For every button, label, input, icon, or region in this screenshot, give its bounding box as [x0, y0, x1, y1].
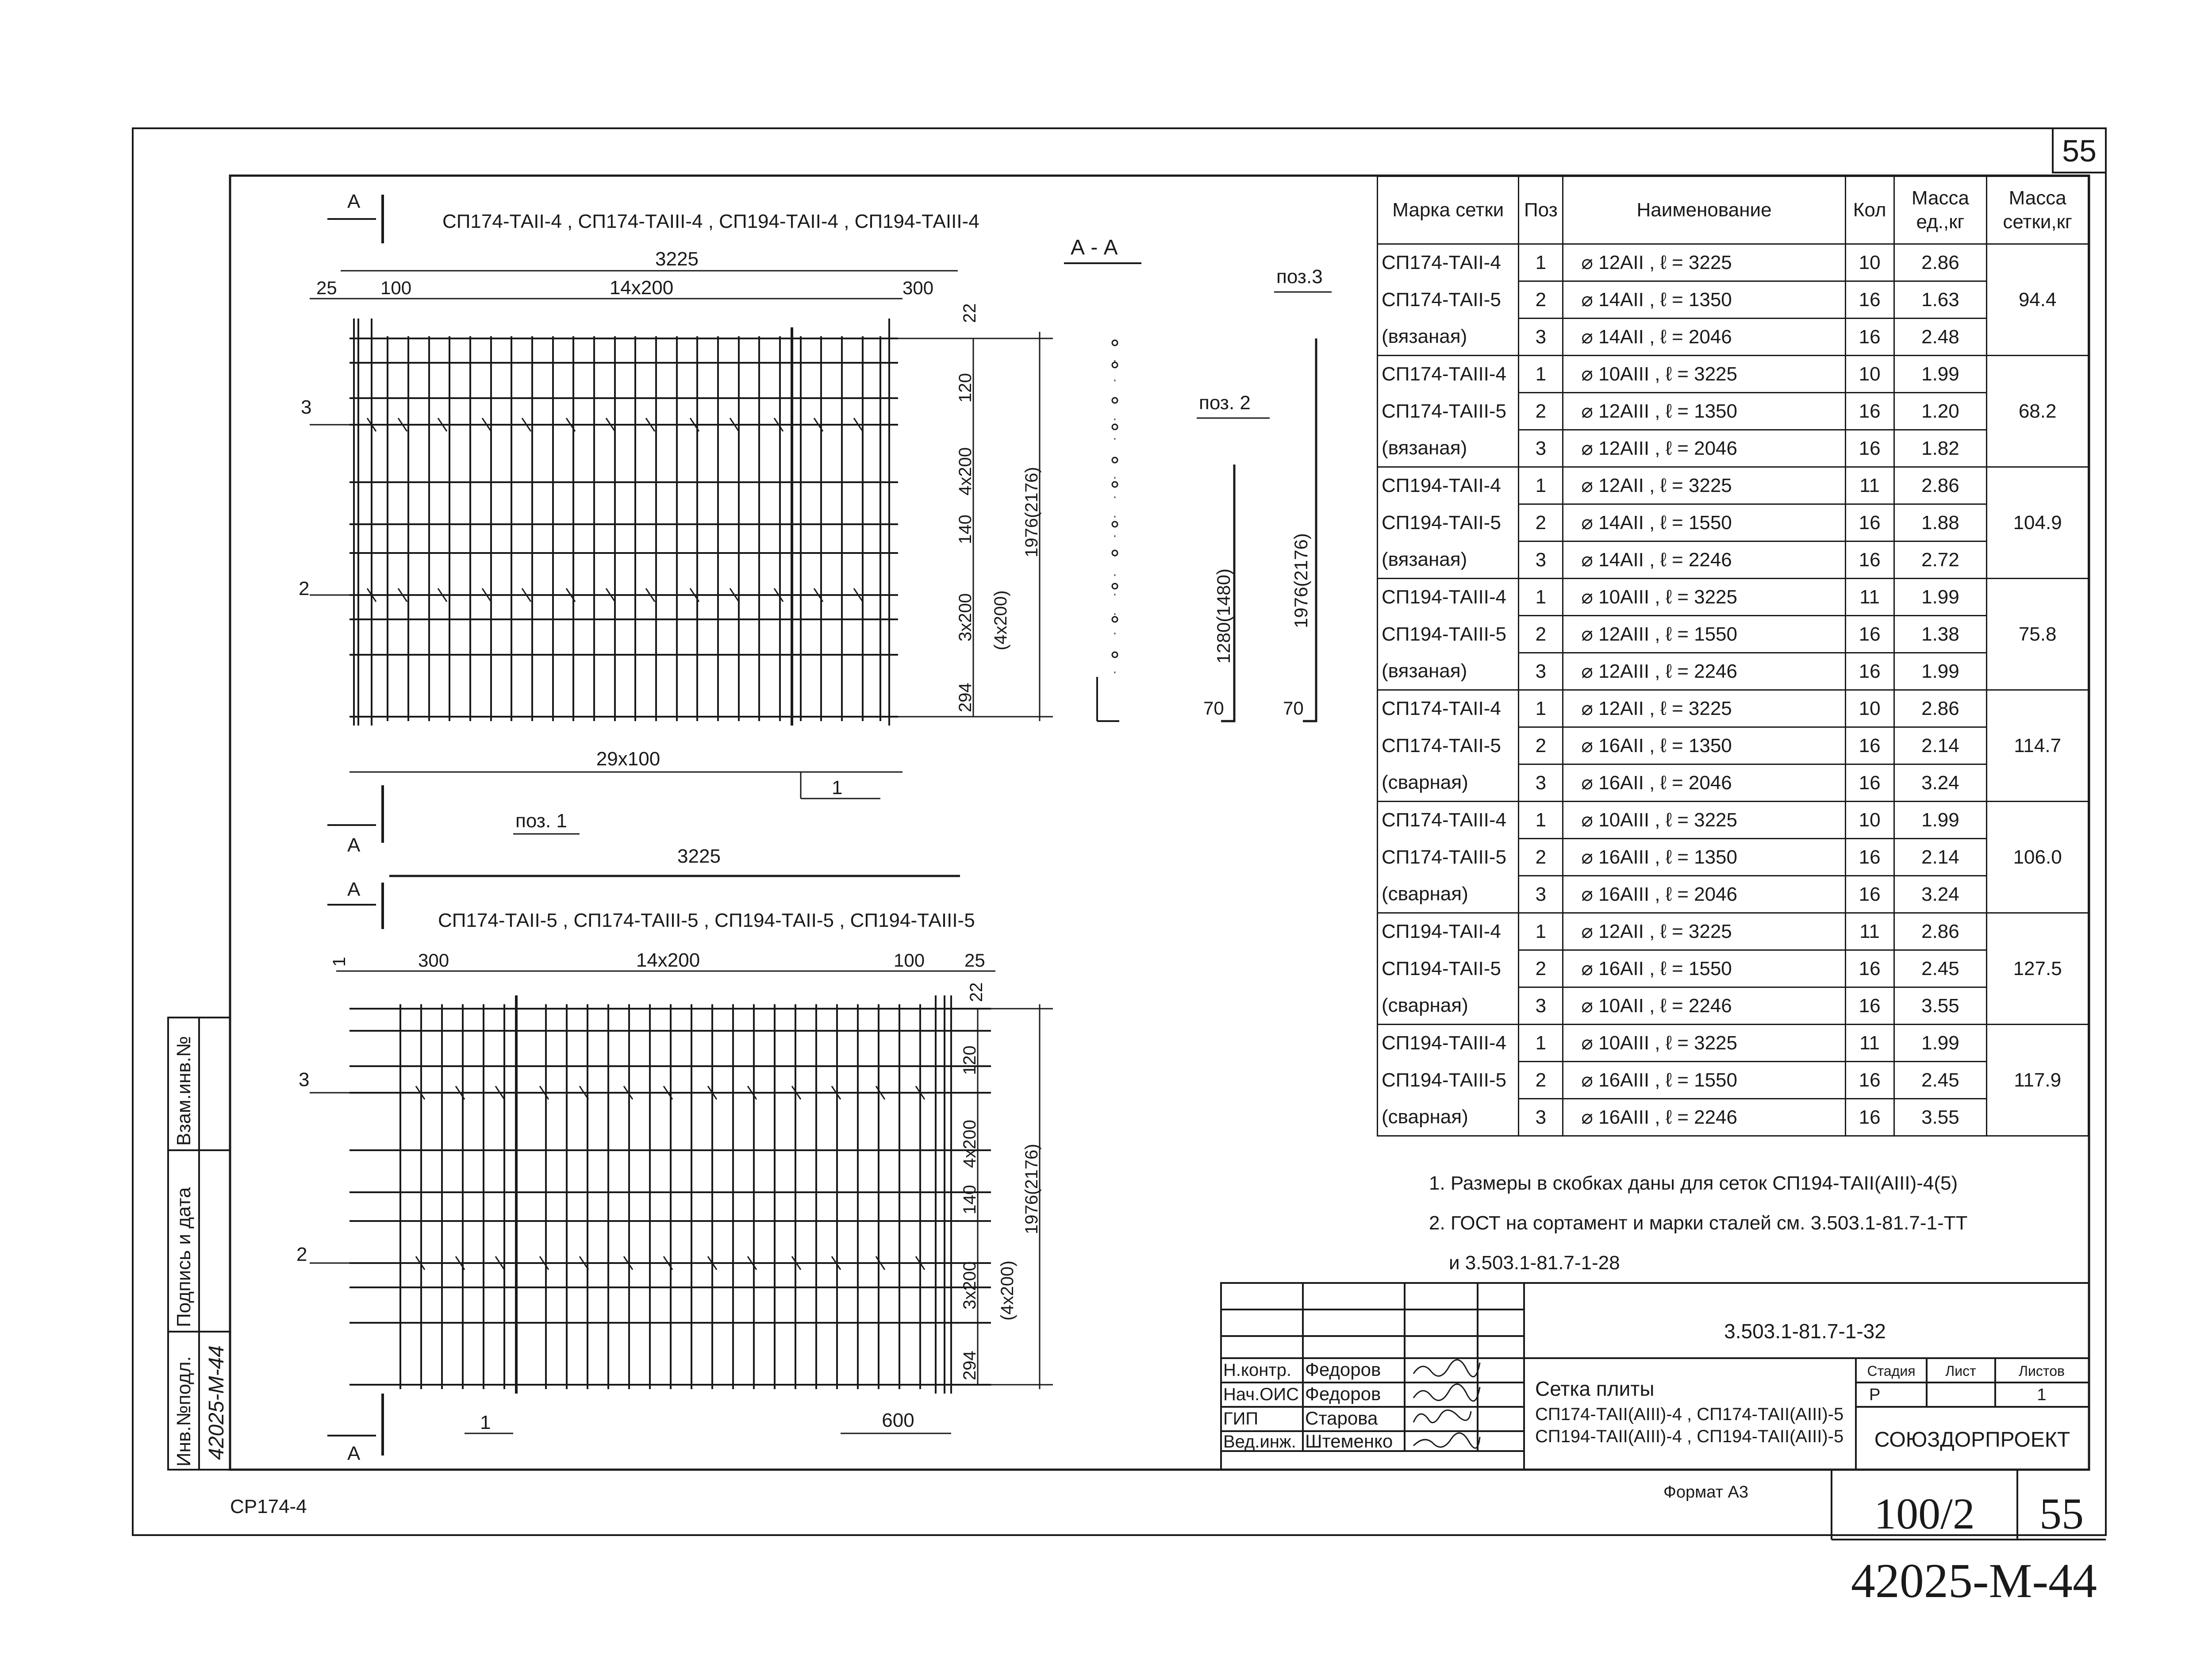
tb-stage: Р [1869, 1386, 1881, 1404]
unit-mass: 1.99 [1894, 579, 1987, 616]
mesh-mark: СП174-ТАII-4 [1378, 244, 1519, 281]
item-name: ⌀ 16АIII , ℓ = 1350 [1563, 839, 1845, 876]
bottom-dim-140: 140 [960, 1185, 979, 1214]
mesh-mark: СП194-ТАII-4 [1378, 913, 1519, 950]
tb-name-1: Федоров [1305, 1359, 1381, 1380]
inventory-code: 42025-М-44 [1851, 1554, 2097, 1608]
top-pos-3: 3 [301, 396, 312, 418]
item-name: ⌀ 14АII , ℓ = 2046 [1563, 319, 1845, 356]
table-row [1378, 541, 2089, 579]
tb-sheets: 1 [2037, 1386, 2047, 1404]
table-row [1378, 950, 2089, 987]
position: 3 [1519, 319, 1563, 356]
tb-title-line-2: СП174-ТАII(АIII)-4 , СП174-ТАII(АIII)-5 [1535, 1405, 1844, 1424]
unit-mass: 1.88 [1894, 504, 1987, 541]
top-dim-3x200: 3x200 [956, 593, 975, 641]
tb-role-4: Вед.инж. [1223, 1432, 1296, 1452]
tb-organization: СОЮЗДОРПРОЕКТ [1874, 1428, 2070, 1452]
table-row [1378, 319, 2089, 356]
album-code: 100/2 [1874, 1489, 1975, 1538]
quantity: 16 [1845, 430, 1894, 467]
table-row [1378, 690, 2089, 727]
header-mesh-mass: Масса сетки,кг [1987, 177, 2089, 244]
position: 2 [1519, 839, 1563, 876]
pos2-tail: 70 [1203, 698, 1224, 718]
position: 3 [1519, 430, 1563, 467]
unit-mass: 2.72 [1894, 541, 1987, 579]
table-row [1378, 1062, 2089, 1099]
table-row [1378, 987, 2089, 1025]
pos2-label: поз. 2 [1199, 392, 1251, 414]
bottom-transverse-bars [400, 995, 951, 1394]
unit-mass: 1.63 [1894, 281, 1987, 319]
album-sheet: 55 [2039, 1489, 2084, 1538]
item-name: ⌀ 14АII , ℓ = 1550 [1563, 504, 1845, 541]
position: 3 [1519, 1099, 1563, 1136]
top-dim-4x200: 4x200 [956, 447, 975, 495]
quantity: 16 [1845, 1099, 1894, 1136]
bottom-pos-3: 3 [299, 1069, 310, 1091]
table-row [1378, 244, 2089, 281]
position: 1 [1519, 802, 1563, 839]
mesh-mass: 68.2 [1987, 356, 2089, 467]
item-name: ⌀ 10АIII , ℓ = 3225 [1563, 1025, 1845, 1062]
dim-22: 22 [960, 303, 979, 323]
top-dim-294: 294 [956, 683, 975, 712]
table-row [1378, 504, 2089, 541]
mesh-mark: (сварная) [1378, 764, 1519, 802]
item-name: ⌀ 12АII , ℓ = 3225 [1563, 467, 1845, 504]
unit-mass: 2.14 [1894, 727, 1987, 764]
table-row [1378, 1099, 2089, 1136]
sheet-format: Формат А3 [1663, 1483, 1749, 1502]
top-dim-1976: 1976(2176) [1022, 467, 1041, 557]
signatures [1413, 1360, 1480, 1448]
top-dim-4x200-alt: (4x200) [991, 590, 1010, 650]
position: 3 [1519, 541, 1563, 579]
position: 3 [1519, 653, 1563, 690]
side-stamp-signature-date: Подпись и дата [173, 1187, 195, 1327]
top-mesh [299, 191, 1332, 876]
table-row [1378, 393, 2089, 430]
item-name: ⌀ 10АII , ℓ = 2246 [1563, 987, 1845, 1025]
position: 2 [1519, 393, 1563, 430]
unit-mass: 3.24 [1894, 876, 1987, 913]
quantity: 11 [1845, 579, 1894, 616]
note-2: 2. ГОСТ на сортамент и марки сталей см. 3.503.1-81.7-1-ТТ [1429, 1212, 1968, 1234]
tb-title-line-3: СП194-ТАII(АIII)-4 , СП194-ТАII(АIII)-5 [1535, 1427, 1844, 1446]
unit-mass: 2.86 [1894, 467, 1987, 504]
tb-sheet-header: Лист [1945, 1363, 1976, 1379]
item-name: ⌀ 16АII , ℓ = 1550 [1563, 950, 1845, 987]
item-name: ⌀ 10АIII , ℓ = 3225 [1563, 356, 1845, 393]
item-name: ⌀ 12АII , ℓ = 3225 [1563, 913, 1845, 950]
dim-25: 25 [316, 277, 337, 298]
unit-mass: 1.99 [1894, 1025, 1987, 1062]
side-stamp-replaced-inv: Взам.инв.№ [173, 1036, 195, 1146]
top-dim-29x100: 29x100 [596, 748, 661, 770]
table-row [1378, 579, 2089, 616]
position: 2 [1519, 504, 1563, 541]
mesh-mark: (вязаная) [1378, 541, 1519, 579]
corner-number: 55 [2062, 134, 2097, 168]
header-qty: Кол [1845, 177, 1894, 244]
tb-name-2: Федоров [1305, 1383, 1381, 1404]
dim-100: 100 [380, 277, 412, 298]
unit-mass: 2.45 [1894, 950, 1987, 987]
quantity: 16 [1845, 987, 1894, 1025]
quantity: 11 [1845, 1025, 1894, 1062]
quantity: 10 [1845, 690, 1894, 727]
bottom-dim-294: 294 [960, 1351, 979, 1380]
mesh-mark: СП194-ТАII-4 [1378, 467, 1519, 504]
top-dims-row [310, 277, 979, 323]
quantity: 16 [1845, 1062, 1894, 1099]
pos1-label: поз. 1 [515, 810, 567, 832]
bottom-top-dims [330, 949, 995, 1002]
mesh-mark: (вязаная) [1378, 319, 1519, 356]
unit-mass: 3.24 [1894, 764, 1987, 802]
tb-role-2: Нач.ОИС [1223, 1385, 1299, 1404]
tb-doc-code: 3.503.1-81.7-1-32 [1724, 1320, 1886, 1343]
sheet-left-label: СР174-4 [230, 1496, 307, 1517]
unit-mass: 3.55 [1894, 987, 1987, 1025]
unit-mass: 2.48 [1894, 319, 1987, 356]
mesh-mark: СП194-ТАIII-4 [1378, 1025, 1519, 1062]
note-3: и 3.503.1-81.7-1-28 [1449, 1252, 1620, 1274]
pos3-tail: 70 [1283, 698, 1304, 718]
quantity: 16 [1845, 319, 1894, 356]
top-mesh-title: СП174-ТАII-4 , СП174-ТАIII-4 , СП194-ТАII-4 , СП194-ТАIII-4 [442, 211, 979, 232]
item-name: ⌀ 12АII , ℓ = 3225 [1563, 690, 1845, 727]
dim-300: 300 [902, 277, 934, 298]
table-row [1378, 653, 2089, 690]
bottom-right-dims [978, 1004, 1053, 1389]
section-label: А - А [1071, 236, 1118, 259]
quantity: 16 [1845, 281, 1894, 319]
position: 3 [1519, 876, 1563, 913]
pos2-length: 1280(1480) [1213, 568, 1234, 664]
tb-sheets-header: Листов [2019, 1363, 2065, 1379]
unit-mass: 3.55 [1894, 1099, 1987, 1136]
header-pos: Поз [1519, 177, 1563, 244]
bottom-mesh [296, 879, 1053, 1464]
item-name: ⌀ 10АIII , ℓ = 3225 [1563, 579, 1845, 616]
specification-table [1377, 176, 2089, 1137]
table-row [1378, 1025, 2089, 1062]
unit-mass: 1.38 [1894, 616, 1987, 653]
quantity: 10 [1845, 356, 1894, 393]
item-name: ⌀ 16АIII , ℓ = 2246 [1563, 1099, 1845, 1136]
unit-mass: 1.99 [1894, 653, 1987, 690]
item-name: ⌀ 12АIII , ℓ = 1350 [1563, 393, 1845, 430]
bottom-dim-1-lower: 1 [480, 1412, 491, 1433]
item-name: ⌀ 14АII , ℓ = 2246 [1563, 541, 1845, 579]
position: 2 [1519, 727, 1563, 764]
bottom-dim-600: 600 [882, 1409, 914, 1431]
mesh-mark: СП194-ТАIII-4 [1378, 579, 1519, 616]
pos3-length: 1976(2176) [1290, 533, 1311, 628]
section-dots [1112, 340, 1118, 677]
table-row [1378, 839, 2089, 876]
quantity: 16 [1845, 653, 1894, 690]
position: 2 [1519, 281, 1563, 319]
position: 1 [1519, 244, 1563, 281]
mesh-mark: (вязаная) [1378, 430, 1519, 467]
mesh-mark: (вязаная) [1378, 653, 1519, 690]
mesh-mark: СП174-ТАII-5 [1378, 281, 1519, 319]
unit-mass: 1.99 [1894, 356, 1987, 393]
mesh-mark: СП174-ТАII-4 [1378, 690, 1519, 727]
position: 1 [1519, 356, 1563, 393]
table-row [1378, 802, 2089, 839]
bottom-dim-1976: 1976(2176) [1022, 1144, 1041, 1234]
top-dim-140: 140 [956, 515, 975, 544]
quantity: 16 [1845, 616, 1894, 653]
tb-name-3: Старова [1305, 1408, 1378, 1429]
mesh-mark: (сварная) [1378, 1099, 1519, 1136]
item-name: ⌀ 12АIII , ℓ = 2046 [1563, 430, 1845, 467]
table-row [1378, 764, 2089, 802]
item-name: ⌀ 16АIII , ℓ = 1550 [1563, 1062, 1845, 1099]
bottom-cut-mark-lower: А [347, 1443, 361, 1464]
bottom-dim-14x200: 14x200 [636, 949, 700, 971]
quantity: 16 [1845, 950, 1894, 987]
quantity: 11 [1845, 467, 1894, 504]
table-row [1378, 467, 2089, 504]
item-name: ⌀ 12АII , ℓ = 3225 [1563, 244, 1845, 281]
unit-mass: 2.45 [1894, 1062, 1987, 1099]
position: 1 [1519, 1025, 1563, 1062]
item-name: ⌀ 10АIII , ℓ = 3225 [1563, 802, 1845, 839]
mesh-mark: СП174-ТАIII-4 [1378, 802, 1519, 839]
item-name: ⌀ 16АII , ℓ = 1350 [1563, 727, 1845, 764]
side-stamp-handwritten: 42025-М-44 [205, 1345, 228, 1460]
bottom-cut-mark-upper: А [347, 879, 361, 900]
table-row [1378, 913, 2089, 950]
quantity: 16 [1845, 839, 1894, 876]
unit-mass: 1.82 [1894, 430, 1987, 467]
dim-14x200: 14x200 [609, 277, 674, 299]
note-1: 1. Размеры в скобках даны для сеток СП194-ТАII(АIII)-4(5) [1429, 1172, 1958, 1194]
bottom-dim-4x200-alt: (4x200) [998, 1260, 1017, 1321]
header-name: Наименование [1563, 177, 1845, 244]
mesh-mark: СП194-ТАIII-5 [1378, 1062, 1519, 1099]
mesh-mark: СП174-ТАIII-5 [1378, 393, 1519, 430]
position: 1 [1519, 467, 1563, 504]
quantity: 16 [1845, 876, 1894, 913]
pos3-label: поз.3 [1276, 266, 1323, 288]
mesh-mark: СП174-ТАII-5 [1378, 727, 1519, 764]
tb-role-3: ГИП [1223, 1409, 1259, 1429]
bottom-pos-2: 2 [296, 1244, 307, 1265]
tb-role-1: Н.контр. [1223, 1360, 1291, 1380]
bottom-mesh-title: СП174-ТАII-5 , СП174-ТАIII-5 , СП194-ТАII-5 , СП194-ТАIII-5 [438, 910, 975, 931]
quantity: 16 [1845, 541, 1894, 579]
mesh-mass: 114.7 [1987, 690, 2089, 802]
item-name: ⌀ 16АIII , ℓ = 2046 [1563, 876, 1845, 913]
mesh-mark: СП174-ТАIII-5 [1378, 839, 1519, 876]
quantity: 16 [1845, 504, 1894, 541]
notes [1429, 1164, 1967, 1283]
item-name: ⌀ 12АIII , ℓ = 1550 [1563, 616, 1845, 653]
quantity: 10 [1845, 244, 1894, 281]
quantity: 16 [1845, 764, 1894, 802]
tb-name-4: Штеменко [1305, 1431, 1393, 1452]
mesh-mark: СП194-ТАII-5 [1378, 950, 1519, 987]
top-pos-2: 2 [299, 578, 310, 599]
quantity: 10 [1845, 802, 1894, 839]
tb-title-line-1: Сетка плиты [1535, 1377, 1655, 1400]
quantity: 11 [1845, 913, 1894, 950]
top-longitudinal-bars [349, 338, 898, 717]
table-row [1378, 281, 2089, 319]
position: 2 [1519, 950, 1563, 987]
unit-mass: 1.99 [1894, 802, 1987, 839]
mesh-mark: СП194-ТАIII-5 [1378, 616, 1519, 653]
position: 3 [1519, 764, 1563, 802]
table-row [1378, 727, 2089, 764]
header-unit-mass: Масса ед.,кг [1894, 177, 1987, 244]
top-overall-dim: 3225 [655, 248, 699, 270]
top-dim-1: 1 [832, 777, 843, 799]
quantity: 16 [1845, 393, 1894, 430]
position: 1 [1519, 913, 1563, 950]
bottom-dim-3x200: 3x200 [960, 1261, 979, 1310]
mesh-mark: (сварная) [1378, 876, 1519, 913]
bottom-dim-4x200: 4x200 [960, 1120, 979, 1168]
table-row [1378, 430, 2089, 467]
unit-mass: 2.86 [1894, 690, 1987, 727]
mesh-mass: 106.0 [1987, 802, 2089, 913]
table-row [1378, 616, 2089, 653]
mesh-mark: СП194-ТАII-5 [1378, 504, 1519, 541]
top-cut-mark-lower: А [347, 834, 361, 856]
mesh-mass: 104.9 [1987, 467, 2089, 579]
top-cut-mark-upper: А [347, 191, 361, 212]
position: 1 [1519, 579, 1563, 616]
bottom-dim-100: 100 [894, 950, 925, 971]
unit-mass: 1.20 [1894, 393, 1987, 430]
quantity: 16 [1845, 727, 1894, 764]
mesh-mass: 94.4 [1987, 244, 2089, 356]
header-mark: Марка сетки [1378, 177, 1519, 244]
top-dim-120: 120 [956, 373, 975, 403]
tb-stage-header: Стадия [1867, 1363, 1916, 1379]
top-transverse-bars [354, 319, 889, 726]
item-name: ⌀ 16АII , ℓ = 2046 [1563, 764, 1845, 802]
position: 2 [1519, 616, 1563, 653]
position: 2 [1519, 1062, 1563, 1099]
mesh-mark: (сварная) [1378, 987, 1519, 1025]
pos1-length: 3225 [677, 845, 721, 867]
bottom-dim-22: 22 [967, 982, 986, 1002]
table-body [1378, 244, 2089, 1136]
unit-mass: 2.14 [1894, 839, 1987, 876]
mesh-mass: 117.9 [1987, 1025, 2089, 1136]
bottom-dim-300: 300 [418, 950, 449, 971]
unit-mass: 2.86 [1894, 244, 1987, 281]
position: 3 [1519, 987, 1563, 1025]
side-stamp-original-inv: Инв.№подл. [173, 1356, 195, 1467]
item-name: ⌀ 14АII , ℓ = 1350 [1563, 281, 1845, 319]
table-row [1378, 356, 2089, 393]
mesh-mass: 127.5 [1987, 913, 2089, 1025]
table-row [1378, 876, 2089, 913]
unit-mass: 2.86 [1894, 913, 1987, 950]
bottom-dim-120: 120 [960, 1045, 979, 1075]
mesh-mass: 75.8 [1987, 579, 2089, 690]
mesh-mark: СП174-ТАIII-4 [1378, 356, 1519, 393]
bottom-dim-1: 1 [330, 956, 349, 967]
bottom-dim-25: 25 [964, 950, 985, 971]
item-name: ⌀ 12АIII , ℓ = 2246 [1563, 653, 1845, 690]
position: 1 [1519, 690, 1563, 727]
table-header-row [1378, 177, 2089, 244]
